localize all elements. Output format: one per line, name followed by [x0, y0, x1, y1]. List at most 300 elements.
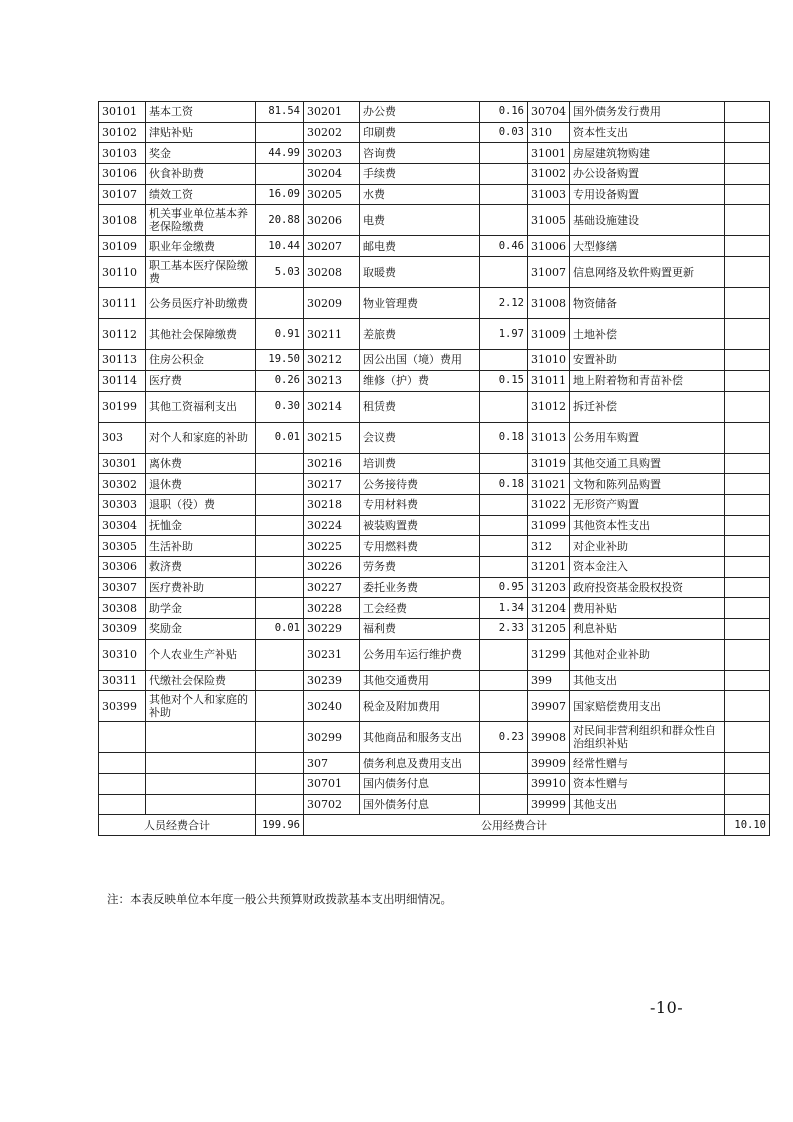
item-name: 利息补贴: [570, 619, 725, 640]
table-row: [99, 102, 770, 123]
item-amount: [725, 774, 770, 795]
item-name: 其他支出: [570, 794, 725, 815]
item-amount: [480, 453, 528, 474]
item-amount: 1.34: [480, 598, 528, 619]
item-code: 312: [528, 536, 570, 557]
item-code: 30212: [304, 350, 360, 371]
item-code: [99, 794, 146, 815]
item-amount: [480, 184, 528, 205]
item-code: 30215: [304, 422, 360, 453]
item-name: 专用设备购置: [570, 184, 725, 205]
item-name: 取暖费: [360, 257, 480, 288]
item-name: 信息网络及软件购置更新: [570, 257, 725, 288]
item-amount: [256, 774, 304, 795]
item-code: 30399: [99, 691, 146, 722]
item-name: 咨询费: [360, 143, 480, 164]
item-code: 31011: [528, 370, 570, 391]
item-amount: [480, 391, 528, 422]
item-amount: 0.16: [480, 102, 528, 123]
item-name: 培训费: [360, 453, 480, 474]
item-code: 39910: [528, 774, 570, 795]
item-amount: [725, 556, 770, 577]
expenditure-detail-table: [98, 101, 770, 836]
item-name: [146, 794, 256, 815]
item-code: 30102: [99, 122, 146, 143]
item-code: 30205: [304, 184, 360, 205]
totals-row: [99, 815, 770, 836]
item-amount: [256, 753, 304, 774]
item-code: 30305: [99, 536, 146, 557]
item-amount: 20.88: [256, 205, 304, 236]
item-code: 30311: [99, 670, 146, 691]
item-code: 30307: [99, 577, 146, 598]
item-amount: [725, 370, 770, 391]
table-row: [99, 691, 770, 722]
item-amount: [725, 536, 770, 557]
item-name: 费用补贴: [570, 598, 725, 619]
item-amount: 2.33: [480, 619, 528, 640]
item-amount: 2.12: [480, 288, 528, 319]
item-name: 基础设施建设: [570, 205, 725, 236]
table-row: [99, 577, 770, 598]
item-code: 30306: [99, 556, 146, 577]
item-code: 30203: [304, 143, 360, 164]
item-code: 30301: [99, 453, 146, 474]
item-name: 福利费: [360, 619, 480, 640]
item-code: 30110: [99, 257, 146, 288]
item-name: 其他交通工具购置: [570, 453, 725, 474]
item-amount: [256, 122, 304, 143]
item-code: 31009: [528, 319, 570, 350]
item-code: 31204: [528, 598, 570, 619]
item-name: 印刷费: [360, 122, 480, 143]
item-name: 委托业务费: [360, 577, 480, 598]
item-name: 职工基本医疗保险缴费: [146, 257, 256, 288]
table-row: [99, 236, 770, 257]
item-name: 会议费: [360, 422, 480, 453]
item-name: 医疗费: [146, 370, 256, 391]
item-name: 无形资产购置: [570, 494, 725, 515]
item-code: 31002: [528, 164, 570, 185]
item-amount: 5.03: [256, 257, 304, 288]
item-code: 30204: [304, 164, 360, 185]
item-name: 水费: [360, 184, 480, 205]
item-code: 30213: [304, 370, 360, 391]
item-code: [99, 722, 146, 753]
table-row: [99, 515, 770, 536]
table-row: [99, 143, 770, 164]
item-amount: [725, 319, 770, 350]
item-amount: [725, 288, 770, 319]
item-name: 公务员医疗补助缴费: [146, 288, 256, 319]
item-name: 其他支出: [570, 670, 725, 691]
item-amount: [725, 691, 770, 722]
item-name: 对个人和家庭的补助: [146, 422, 256, 453]
item-amount: [256, 598, 304, 619]
item-amount: 0.91: [256, 319, 304, 350]
table-row: [99, 257, 770, 288]
item-code: 30701: [304, 774, 360, 795]
item-code: 39999: [528, 794, 570, 815]
item-amount: 81.54: [256, 102, 304, 123]
item-amount: [480, 691, 528, 722]
item-amount: [725, 619, 770, 640]
item-name: 电费: [360, 205, 480, 236]
item-name: 退职（役）费: [146, 494, 256, 515]
item-amount: [725, 391, 770, 422]
item-amount: [725, 753, 770, 774]
item-amount: [480, 536, 528, 557]
item-name: 抚恤金: [146, 515, 256, 536]
item-code: 31012: [528, 391, 570, 422]
item-name: 其他工资福利支出: [146, 391, 256, 422]
item-amount: 0.46: [480, 236, 528, 257]
item-code: 30214: [304, 391, 360, 422]
item-amount: [725, 494, 770, 515]
item-code: 31001: [528, 143, 570, 164]
item-code: 30226: [304, 556, 360, 577]
item-name: 机关事业单位基本养老保险缴费: [146, 205, 256, 236]
item-code: 30229: [304, 619, 360, 640]
item-amount: [725, 350, 770, 371]
item-amount: [480, 205, 528, 236]
item-name: 维修（护）费: [360, 370, 480, 391]
page-number: -10-: [650, 998, 684, 1017]
item-name: 差旅费: [360, 319, 480, 350]
item-code: 31013: [528, 422, 570, 453]
item-code: 30106: [99, 164, 146, 185]
item-name: 国家赔偿费用支出: [570, 691, 725, 722]
item-amount: 0.18: [480, 474, 528, 495]
item-code: 31022: [528, 494, 570, 515]
item-name: 物资储备: [570, 288, 725, 319]
item-code: 30113: [99, 350, 146, 371]
item-name: [146, 722, 256, 753]
item-amount: [480, 753, 528, 774]
item-code: 30107: [99, 184, 146, 205]
table-row: [99, 164, 770, 185]
table-row: [99, 494, 770, 515]
item-amount: [480, 494, 528, 515]
item-code: 31021: [528, 474, 570, 495]
item-name: 资本性赠与: [570, 774, 725, 795]
item-name: 办公设备购置: [570, 164, 725, 185]
table-row: [99, 453, 770, 474]
item-code: 30199: [99, 391, 146, 422]
item-amount: [725, 453, 770, 474]
item-amount: [725, 598, 770, 619]
item-amount: [256, 577, 304, 598]
item-name: [146, 753, 256, 774]
item-amount: [256, 494, 304, 515]
item-amount: 0.15: [480, 370, 528, 391]
item-code: 39908: [528, 722, 570, 753]
item-amount: [725, 143, 770, 164]
item-code: 31003: [528, 184, 570, 205]
item-code: 30216: [304, 453, 360, 474]
item-code: 310: [528, 122, 570, 143]
item-code: 39909: [528, 753, 570, 774]
item-name: 津贴补贴: [146, 122, 256, 143]
item-name: 国外债务付息: [360, 794, 480, 815]
item-amount: 0.18: [480, 422, 528, 453]
item-code: 30218: [304, 494, 360, 515]
table-row: [99, 370, 770, 391]
item-amount: [725, 164, 770, 185]
item-name: 地上附着物和青苗补偿: [570, 370, 725, 391]
item-name: 退休费: [146, 474, 256, 495]
item-amount: [725, 515, 770, 536]
item-amount: [480, 164, 528, 185]
item-amount: 16.09: [256, 184, 304, 205]
table-row: [99, 670, 770, 691]
item-code: 30111: [99, 288, 146, 319]
item-amount: 1.97: [480, 319, 528, 350]
item-code: 30101: [99, 102, 146, 123]
item-name: 资本性支出: [570, 122, 725, 143]
item-name: 救济费: [146, 556, 256, 577]
item-name: 伙食补助费: [146, 164, 256, 185]
item-name: 土地补偿: [570, 319, 725, 350]
item-amount: 44.99: [256, 143, 304, 164]
item-name: 拆迁补偿: [570, 391, 725, 422]
item-name: [146, 774, 256, 795]
table-row: [99, 774, 770, 795]
item-name: 被装购置费: [360, 515, 480, 536]
item-code: 30231: [304, 639, 360, 670]
item-code: 30239: [304, 670, 360, 691]
table-row: [99, 722, 770, 753]
item-code: 30209: [304, 288, 360, 319]
item-amount: [725, 474, 770, 495]
item-code: 31203: [528, 577, 570, 598]
item-name: 公务用车购置: [570, 422, 725, 453]
item-amount: [480, 350, 528, 371]
item-amount: [256, 288, 304, 319]
item-amount: [725, 670, 770, 691]
public-total-label: 公用经费合计: [304, 815, 725, 836]
table-row: [99, 556, 770, 577]
item-name: 资本金注入: [570, 556, 725, 577]
item-amount: [256, 536, 304, 557]
item-name: 政府投资基金股权投资: [570, 577, 725, 598]
table-row: [99, 619, 770, 640]
item-code: 31099: [528, 515, 570, 536]
item-amount: [725, 422, 770, 453]
personnel-total-label: 人员经费合计: [99, 815, 256, 836]
item-name: 其他资本性支出: [570, 515, 725, 536]
item-amount: 10.44: [256, 236, 304, 257]
item-name: 其他对企业补助: [570, 639, 725, 670]
item-code: 399: [528, 670, 570, 691]
item-code: 30702: [304, 794, 360, 815]
item-code: 30206: [304, 205, 360, 236]
table-row: [99, 794, 770, 815]
table-row: [99, 474, 770, 495]
item-name: 对民间非营利组织和群众性自治组织补贴: [570, 722, 725, 753]
item-code: 30112: [99, 319, 146, 350]
item-code: 307: [304, 753, 360, 774]
item-code: 30208: [304, 257, 360, 288]
item-code: 30303: [99, 494, 146, 515]
item-amount: [725, 236, 770, 257]
item-code: 31010: [528, 350, 570, 371]
item-amount: [725, 722, 770, 753]
item-code: 30114: [99, 370, 146, 391]
item-amount: [256, 474, 304, 495]
item-name: 办公费: [360, 102, 480, 123]
item-name: 债务利息及费用支出: [360, 753, 480, 774]
item-code: 30217: [304, 474, 360, 495]
item-name: 职业年金缴费: [146, 236, 256, 257]
table-row: [99, 536, 770, 557]
item-amount: [256, 639, 304, 670]
item-code: 30211: [304, 319, 360, 350]
item-code: 30201: [304, 102, 360, 123]
personnel-total-value: 199.96: [256, 815, 304, 836]
item-code: 31019: [528, 453, 570, 474]
item-name: 手续费: [360, 164, 480, 185]
item-amount: [725, 794, 770, 815]
item-amount: [256, 670, 304, 691]
item-code: 30103: [99, 143, 146, 164]
item-code: 30304: [99, 515, 146, 536]
item-amount: [480, 515, 528, 536]
item-name: 住房公积金: [146, 350, 256, 371]
item-amount: [725, 257, 770, 288]
public-total-value: 10.10: [725, 815, 770, 836]
item-code: 39907: [528, 691, 570, 722]
item-amount: [480, 794, 528, 815]
item-amount: [480, 774, 528, 795]
item-code: 30108: [99, 205, 146, 236]
item-code: 30240: [304, 691, 360, 722]
item-code: 30207: [304, 236, 360, 257]
table-row: [99, 753, 770, 774]
item-amount: [480, 257, 528, 288]
item-code: 31201: [528, 556, 570, 577]
item-amount: [725, 639, 770, 670]
item-code: 30228: [304, 598, 360, 619]
table-body: [99, 102, 770, 815]
item-amount: [256, 453, 304, 474]
item-name: 专用燃料费: [360, 536, 480, 557]
item-code: 30224: [304, 515, 360, 536]
item-name: 劳务费: [360, 556, 480, 577]
item-amount: [725, 577, 770, 598]
item-code: 30202: [304, 122, 360, 143]
item-name: 生活补助: [146, 536, 256, 557]
item-amount: 0.30: [256, 391, 304, 422]
table-row: [99, 184, 770, 205]
item-amount: 0.23: [480, 722, 528, 753]
item-amount: [256, 794, 304, 815]
item-code: 30302: [99, 474, 146, 495]
item-name: 公务用车运行维护费: [360, 639, 480, 670]
item-code: 31006: [528, 236, 570, 257]
item-code: 303: [99, 422, 146, 453]
item-name: 租赁费: [360, 391, 480, 422]
item-code: 30225: [304, 536, 360, 557]
table-footnote: 注：本表反映单位本年度一般公共预算财政拨款基本支出明细情况。: [107, 892, 452, 906]
item-amount: [480, 556, 528, 577]
item-amount: [256, 556, 304, 577]
item-amount: [725, 205, 770, 236]
item-code: 30308: [99, 598, 146, 619]
table-row: [99, 319, 770, 350]
item-code: [99, 774, 146, 795]
item-name: 代缴社会保险费: [146, 670, 256, 691]
item-code: 30704: [528, 102, 570, 123]
item-amount: [256, 691, 304, 722]
item-name: 经常性赠与: [570, 753, 725, 774]
item-code: 31299: [528, 639, 570, 670]
item-amount: 0.95: [480, 577, 528, 598]
item-code: 30309: [99, 619, 146, 640]
item-name: 大型修缮: [570, 236, 725, 257]
item-name: 邮电费: [360, 236, 480, 257]
item-amount: 0.01: [256, 619, 304, 640]
item-code: 30227: [304, 577, 360, 598]
table-row: [99, 639, 770, 670]
item-name: 绩效工资: [146, 184, 256, 205]
item-name: 对企业补助: [570, 536, 725, 557]
item-amount: [480, 639, 528, 670]
item-name: 物业管理费: [360, 288, 480, 319]
item-name: 专用材料费: [360, 494, 480, 515]
table-row: [99, 122, 770, 143]
item-name: 个人农业生产补贴: [146, 639, 256, 670]
table-row: [99, 391, 770, 422]
item-amount: [256, 515, 304, 536]
item-name: 其他商品和服务支出: [360, 722, 480, 753]
item-name: 国外债务发行费用: [570, 102, 725, 123]
item-name: 奖金: [146, 143, 256, 164]
item-amount: [256, 722, 304, 753]
table-row: [99, 598, 770, 619]
table-row: [99, 422, 770, 453]
item-code: 30310: [99, 639, 146, 670]
item-name: 工会经费: [360, 598, 480, 619]
item-amount: [725, 184, 770, 205]
item-name: 其他对个人和家庭的补助: [146, 691, 256, 722]
item-code: 31007: [528, 257, 570, 288]
item-amount: [256, 164, 304, 185]
item-name: 文物和陈列品购置: [570, 474, 725, 495]
item-code: 31005: [528, 205, 570, 236]
item-name: 税金及附加费用: [360, 691, 480, 722]
item-name: 安置补助: [570, 350, 725, 371]
item-amount: 0.03: [480, 122, 528, 143]
item-name: 助学金: [146, 598, 256, 619]
item-name: 公务接待费: [360, 474, 480, 495]
item-name: 医疗费补助: [146, 577, 256, 598]
item-name: 因公出国（境）费用: [360, 350, 480, 371]
table-row: [99, 288, 770, 319]
item-name: 基本工资: [146, 102, 256, 123]
item-amount: 0.26: [256, 370, 304, 391]
item-name: 国内债务付息: [360, 774, 480, 795]
item-code: 31008: [528, 288, 570, 319]
item-name: 奖励金: [146, 619, 256, 640]
item-amount: [725, 102, 770, 123]
item-code: 31205: [528, 619, 570, 640]
item-name: 其他交通费用: [360, 670, 480, 691]
item-name: 其他社会保障缴费: [146, 319, 256, 350]
item-amount: 19.50: [256, 350, 304, 371]
item-amount: 0.01: [256, 422, 304, 453]
table-row: [99, 350, 770, 371]
